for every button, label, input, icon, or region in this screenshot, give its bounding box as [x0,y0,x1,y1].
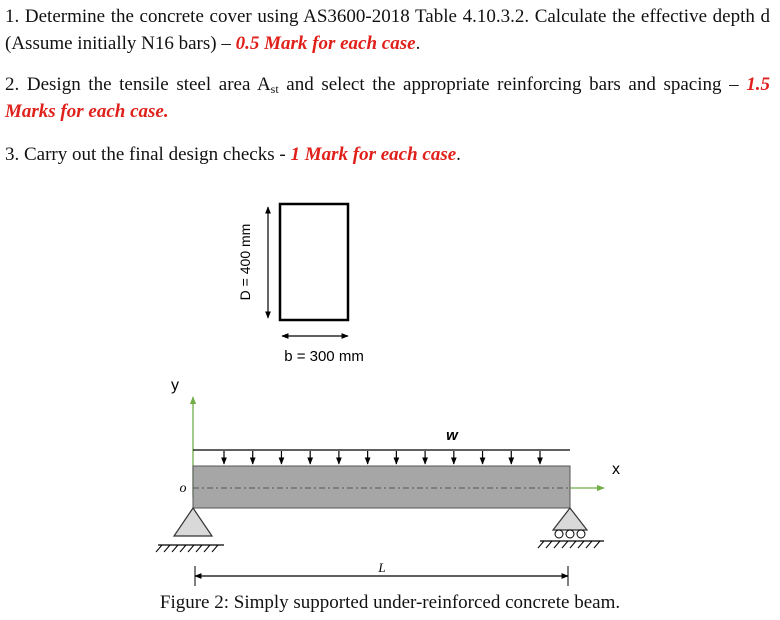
distributed-load-arrows [224,451,540,464]
span-label: L [378,560,386,575]
load-label: w [446,427,458,444]
depth-label: D = 400 mm [237,223,253,301]
question-3-mark: 1 Mark for each case [290,144,457,165]
question-2-text: 2. Design the tensile steel area A [5,74,271,95]
question-1-mark: 0.5 Mark for each case [235,33,416,54]
pin-support [156,508,224,552]
question-2-text-cont: and select the appropriate reinforcing bars and spacing – [278,74,747,95]
y-axis-label: y [171,377,179,394]
roller-support [538,508,604,548]
x-axis-label: x [612,461,620,478]
question-2-mark: 1.5 Marks for each case. [5,74,770,122]
beam-body [193,466,570,508]
question-1-text: 1. Determine the concrete cover using AS3600-2018 Table 4.10.3.2. Calculate the effective depth d (Assume initially N16 bars) – [5,6,770,54]
question-3-end: . [456,144,461,165]
figure-caption: Figure 2: Simply supported under-reinforced concrete beam. [159,592,621,613]
question-3-text: 3. Carry out the final design checks - [5,144,291,165]
section-rectangle [280,204,348,320]
question-1-end: . [415,33,421,54]
origin-label: o [179,481,187,496]
question-2-subscript: st [270,82,279,96]
width-label: b = 300 mm [284,348,364,365]
